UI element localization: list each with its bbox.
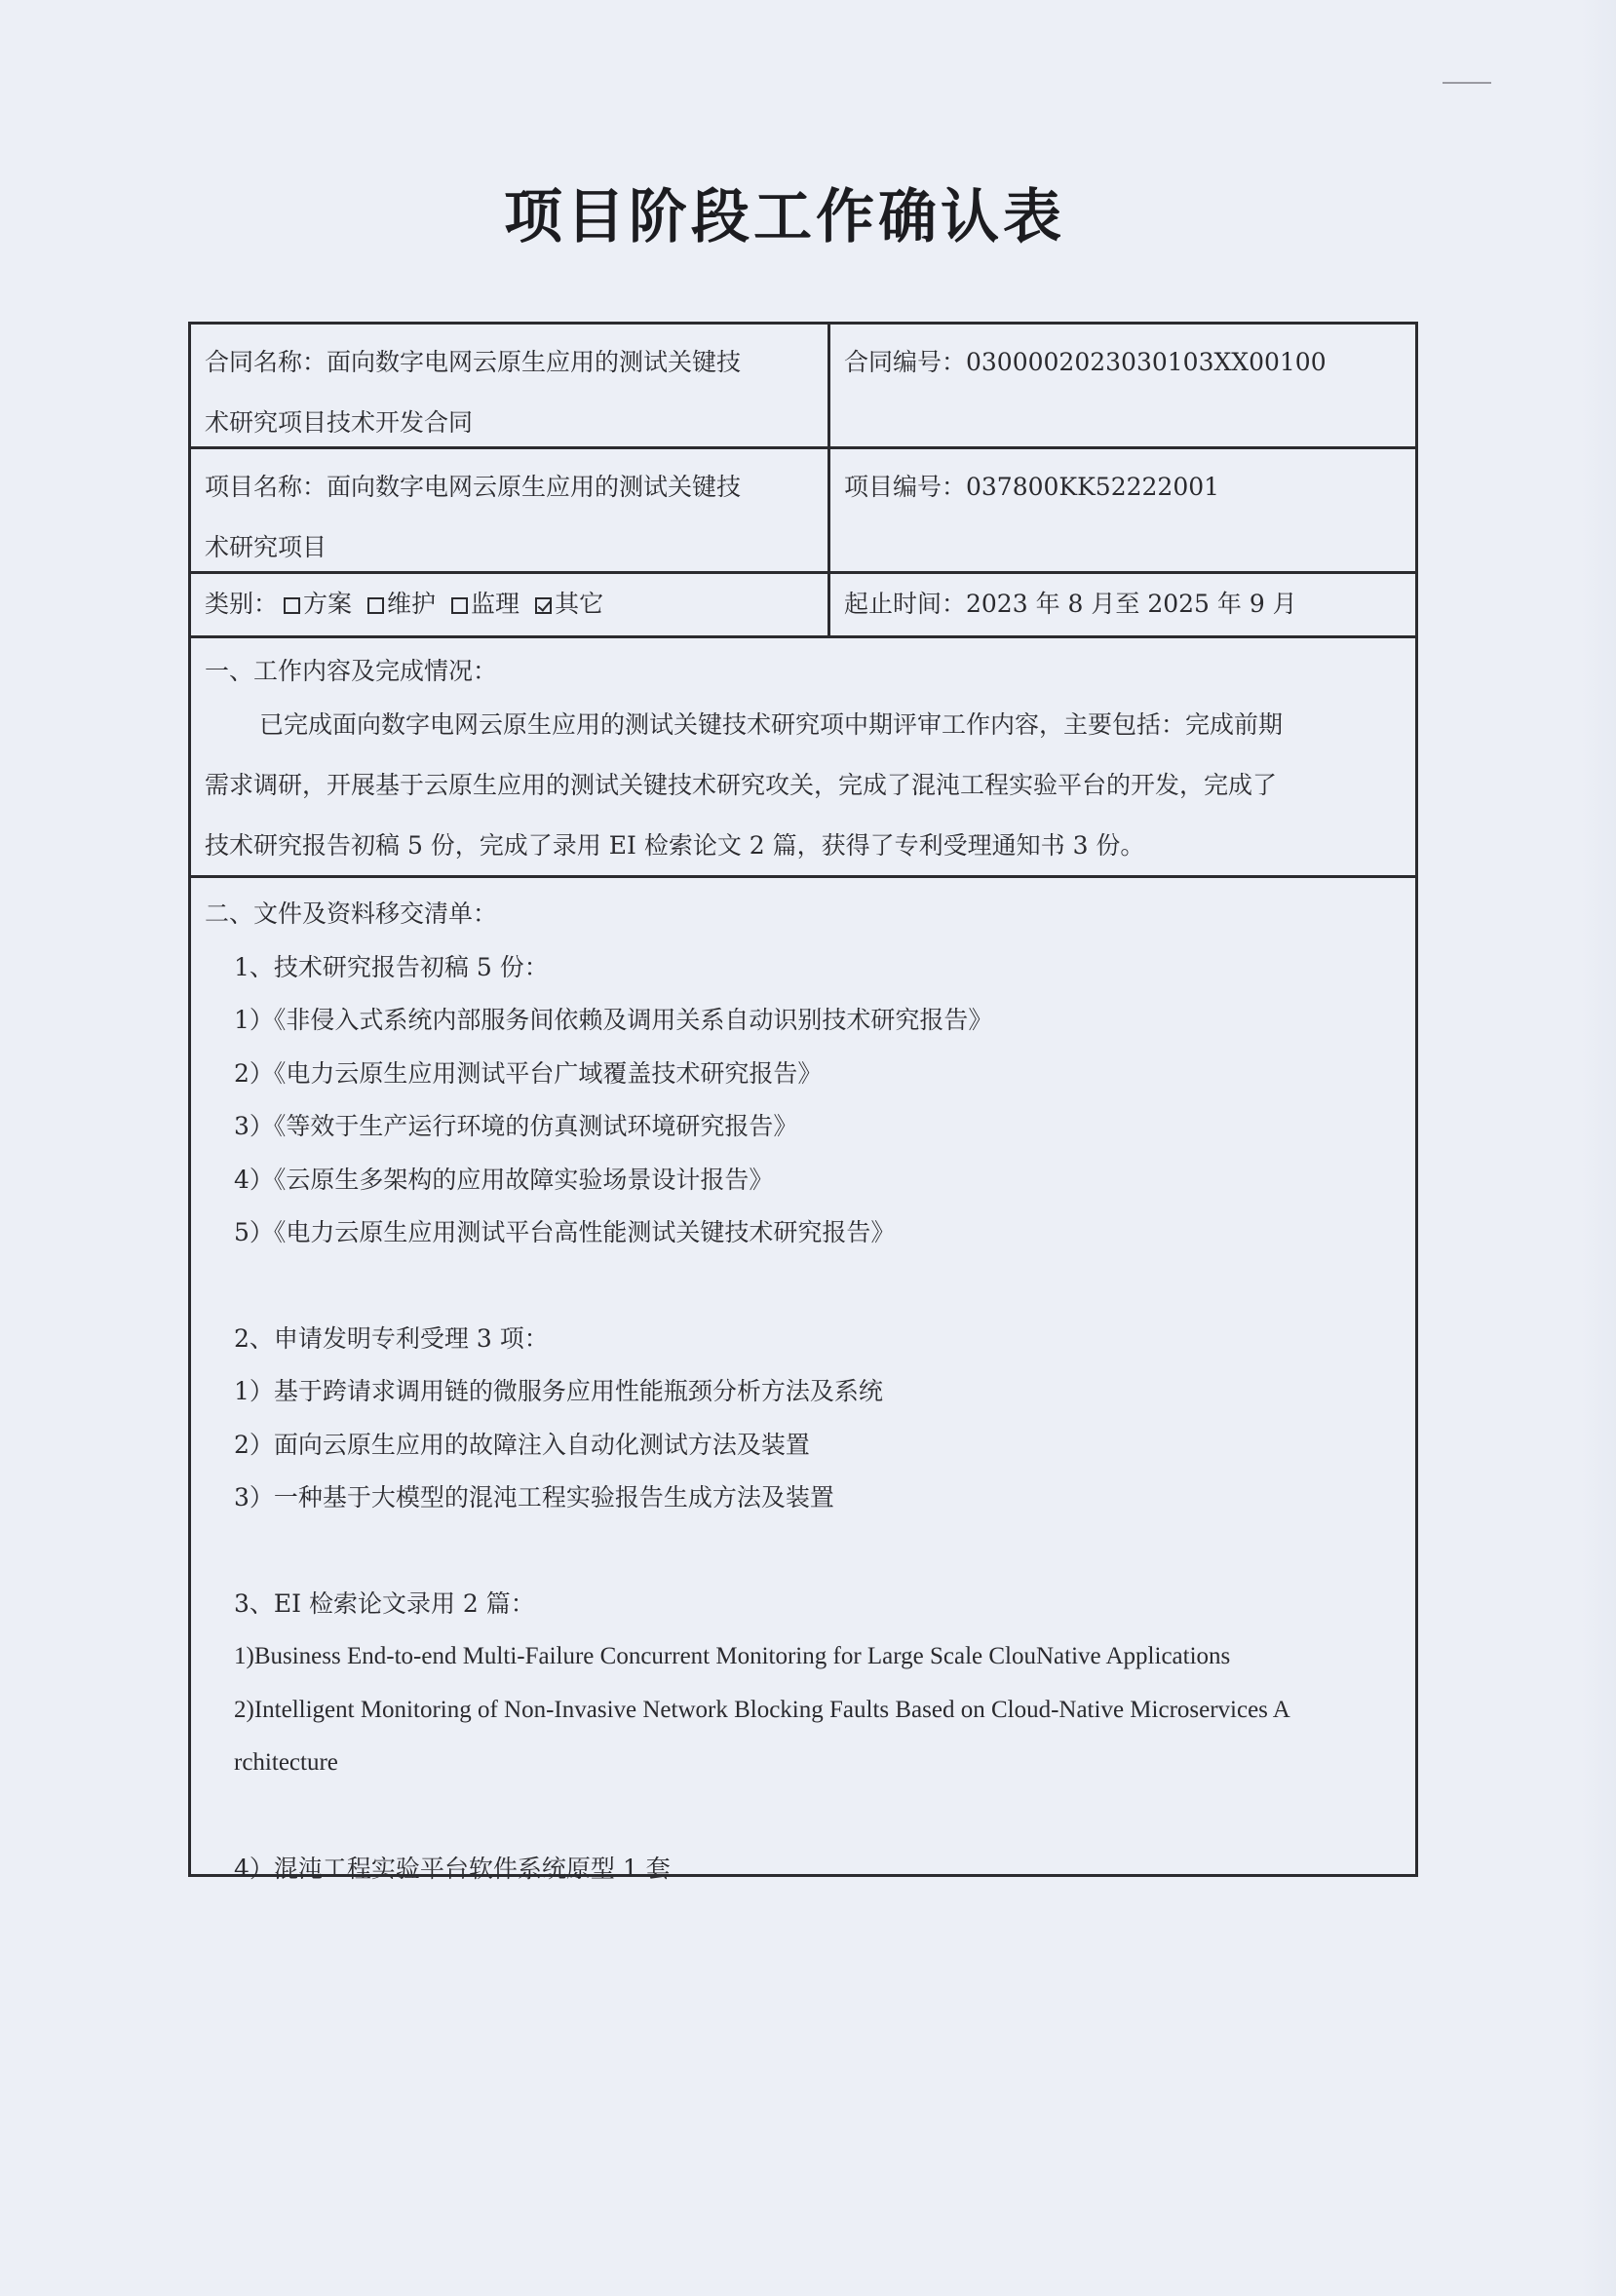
category-line xyxy=(205,574,814,634)
contract-name-line1: 合同名称：面向数字电网云原生应用的测试关键技 xyxy=(205,348,742,376)
category-cell xyxy=(191,574,830,635)
checkbox-maintenance[interactable] xyxy=(367,597,384,614)
report-item: 5）《电力云原生应用测试平台高性能测试关键技术研究报告》 xyxy=(234,1218,896,1246)
project-name-cell xyxy=(191,449,830,571)
patent-item: 2）面向云原生应用的故障注入自动化测试方法及装置 xyxy=(234,1430,810,1459)
work-line-3: 技术研究报告初稿 5 份，完成了录用 EI 检索论文 2 篇，获得了专利受理通知书 3 份。 xyxy=(205,831,1145,860)
report-item: 1）《非侵入式系统内部服务间依赖及调用关系自动识别技术研究报告》 xyxy=(234,1006,993,1034)
category-option-label: 监理 xyxy=(471,590,520,618)
papers-title: 3、EI 检索论文录用 2 篇： xyxy=(234,1588,535,1618)
contract-name-line2: 术研究项目技术开发合同 xyxy=(205,408,474,437)
paper-item: 2)Intelligent Monitoring of Non-Invasive Network Blocking Faults Based on Cloud-Native Microservices A xyxy=(234,1696,1290,1723)
files-row xyxy=(191,878,1415,1883)
category-option-other[interactable] xyxy=(529,590,603,618)
work-line-2: 需求调研，开展基于云原生应用的测试关键技术研究攻关，完成了混沌工程实验平台的开发，完成了 xyxy=(205,771,1278,799)
report-item: 2）《电力云原生应用测试平台广域覆盖技术研究报告》 xyxy=(234,1058,823,1088)
category-option-maintenance[interactable] xyxy=(362,590,436,618)
work-heading: 一、工作内容及完成情况： xyxy=(205,657,498,685)
patents-title: 2、申请发明专利受理 3 项： xyxy=(234,1323,549,1353)
category-option-label: 其它 xyxy=(555,590,604,618)
software-item: 4）混沌工程实验平台软件系统原型 1 套 xyxy=(234,1854,671,1883)
checkbox-other-checked[interactable] xyxy=(535,597,552,614)
files-cell xyxy=(191,878,1415,1883)
contract-name-cell xyxy=(191,325,830,446)
scan-mark xyxy=(1443,82,1491,84)
project-name-line1: 项目名称：面向数字电网云原生应用的测试关键技 xyxy=(205,473,742,501)
paper-item: rchitecture xyxy=(234,1749,338,1776)
work-line-1: 已完成面向数字电网云原生应用的测试关键技术研究项中期评审工作内容，主要包括：完成前期 xyxy=(259,710,1284,739)
spacer xyxy=(205,1525,1402,1578)
patent-item: 1）基于跨请求调用链的微服务应用性能瓶颈分析方法及系统 xyxy=(234,1377,883,1405)
contract-number: 合同编号：0300002023030103XX00100 xyxy=(844,348,1327,376)
category-option-label: 方案 xyxy=(303,590,353,618)
confirmation-form xyxy=(188,322,1418,1883)
report-item: 4）《云原生多架构的应用故障实验场景设计报告》 xyxy=(234,1165,774,1194)
page-title: 项目阶段工作确认表 xyxy=(504,183,1065,251)
spacer xyxy=(205,1790,1402,1843)
checkbox-plan[interactable] xyxy=(284,597,300,614)
work-row xyxy=(191,638,1415,878)
category-row xyxy=(191,574,1415,638)
period-cell xyxy=(830,574,1415,635)
period: 起止时间：2023 年 8 月至 2025 年 9 月 xyxy=(844,590,1297,618)
project-number: 项目编号：037800KK52222001 xyxy=(844,473,1220,501)
project-number-cell xyxy=(830,449,1415,571)
category-label: 类别： xyxy=(205,590,279,618)
work-cell xyxy=(191,638,1415,875)
category-option-plan[interactable] xyxy=(278,590,352,618)
project-name-line2: 术研究项目 xyxy=(205,533,327,561)
checkbox-supervision[interactable] xyxy=(451,597,468,614)
contract-number-cell xyxy=(830,325,1415,446)
scan-edge xyxy=(1581,0,1616,2296)
patent-item: 3）一种基于大模型的混沌工程实验报告生成方法及装置 xyxy=(234,1483,834,1512)
paper-item: 1)Business End-to-end Multi-Failure Concurrent Monitoring for Large Scale ClouNative Applications xyxy=(234,1643,1231,1669)
spacer xyxy=(205,1260,1402,1313)
contract-row xyxy=(191,325,1415,449)
category-option-supervision[interactable] xyxy=(445,590,519,618)
files-heading: 二、文件及资料移交清单： xyxy=(205,899,498,928)
category-option-label: 维护 xyxy=(387,590,437,618)
project-row xyxy=(191,449,1415,574)
report-item: 3）《等效于生产运行环境的仿真测试环境研究报告》 xyxy=(234,1112,798,1140)
reports-title: 1、技术研究报告初稿 5 份： xyxy=(234,952,549,981)
